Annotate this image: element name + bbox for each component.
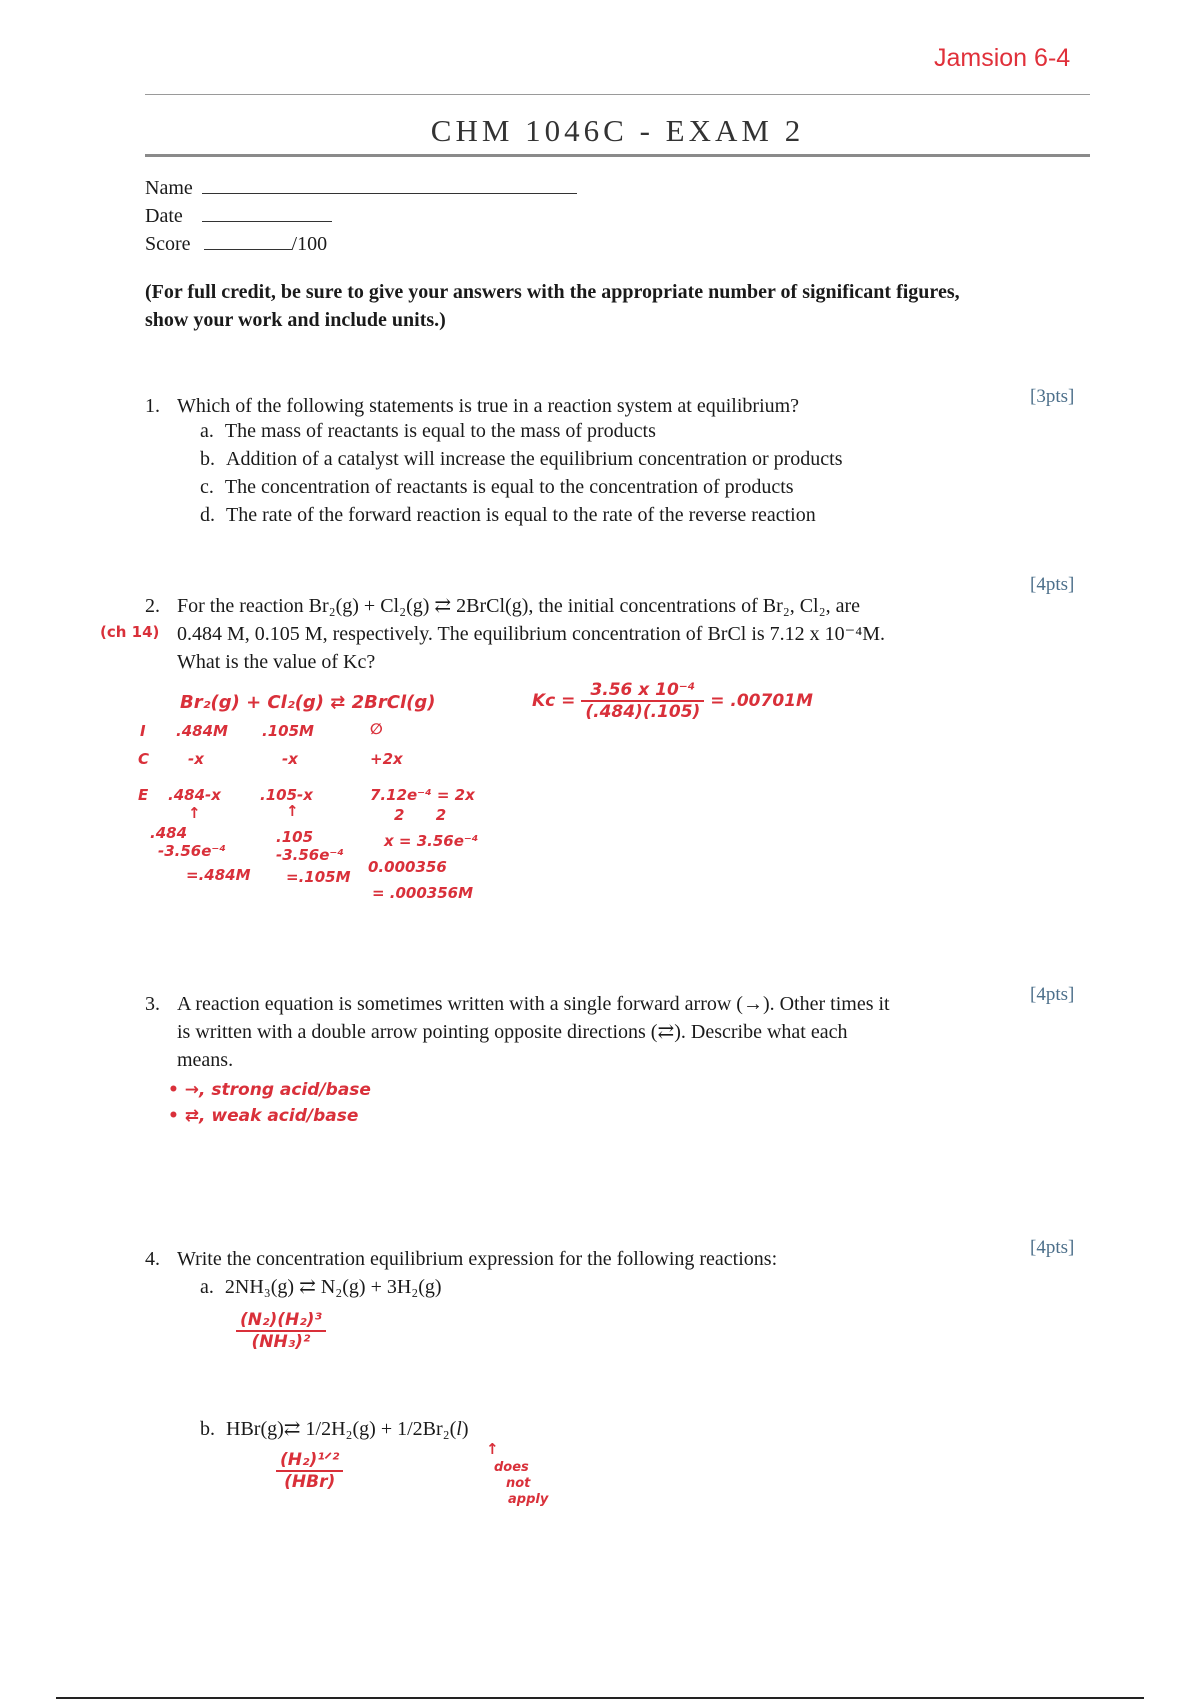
date-blank [202,207,332,222]
q4a-denominator: (NH₃)² [251,1332,311,1352]
q2-points: [4pts] [1030,574,1075,595]
x-value: x = 3.56e⁻⁴ [384,832,479,850]
kc-denominator: (.484)(.105) [585,702,701,722]
top-rule [145,94,1090,95]
cl2-calc-1: .105 [276,828,314,846]
q3-answer-2: • ⇄, weak acid/base [168,1106,359,1126]
q4b-arrow: ↑ [486,1440,499,1458]
ice-i-brcl: ∅ [370,720,383,738]
cl2-arrow: ↑ [286,802,299,820]
ice-c-cl2: -x [282,750,298,768]
score-line [145,233,327,256]
br2-calc-2: -3.56e⁻⁴ [158,842,226,860]
ice-c-brcl: +2x [370,750,403,768]
q1-points: [3pts] [1030,386,1075,407]
x-final: = .000356M [372,884,474,902]
name-blank [202,179,577,194]
instructions: (For full credit, be sure to give your answers with the appropriate number of significant figures, show your work and include units.) [145,281,960,331]
title-rule [145,154,1090,157]
ice-row-e: E [138,786,149,804]
q3-line3: means. [177,1049,234,1071]
q2-margin-note: (ch 14) [100,623,160,641]
name-line [145,177,577,200]
q1-option-c: c. The concentration of reactants is equal to the concentration of products [200,476,794,498]
q3-answer-1: • →, strong acid/base [168,1080,371,1100]
ice-row-c: C [138,750,150,768]
exam-title: CHM 1046C - EXAM 2 [430,113,805,148]
ice-e-cl2: .105-x [260,786,313,804]
q4a-reaction: a. 2NH₃(g) ⇄ N₂(g) + 3H₂(g) [200,1276,442,1298]
name-label: Name [145,177,193,199]
q2-line1: For the reaction Br₂(g) + Cl₂(g) ⇄ 2BrCl(g), the initial concentrations of Br₂, Cl₂, are [177,595,860,617]
q4a-numerator: (N₂)(H₂)³ [236,1310,326,1332]
ice-i-br2: .484M [176,722,228,740]
corner-note: Jamsion 6-4 [934,44,1071,72]
q4b-expression [276,1450,343,1492]
q4b-note-apply: apply [508,1492,549,1507]
kc-numerator: 3.56 x 10⁻⁴ [581,680,704,702]
q2-line2: 0.484 M, 0.105 M, respectively. The equilibrium concentration of BrCl is 7.12 x 10⁻⁴M. [177,623,885,645]
cl2-calc-3: =.105M [286,868,351,886]
q3-points: [4pts] [1030,984,1075,1005]
q2-number: 2. [145,595,160,617]
kc-calculation [532,680,813,722]
ice-row-i: I [140,722,146,740]
q4-text: Write the concentration equilibrium expression for the following reactions: [177,1248,778,1270]
ice-e-brcl: 7.12e⁻⁴ = 2x [370,786,475,804]
q1-option-d: d. The rate of the forward reaction is equal to the rate of the reverse reaction [200,504,816,526]
score-blank [204,235,292,250]
ice-i-cl2: .105M [262,722,314,740]
q4a-expression [236,1310,326,1352]
ice-e-br2: .484-x [168,786,221,804]
date-line [145,205,332,228]
q4b-note-does: does [494,1460,529,1475]
br2-arrow: ↑ [188,804,201,822]
q1-number: 1. [145,395,160,417]
br2-calc-1: .484 [150,824,188,842]
ice-reaction: Br₂(g) + Cl₂(g) ⇄ 2BrCl(g) [180,692,436,713]
bottom-rule [56,1697,1144,1699]
ice-c-br2: -x [188,750,204,768]
kc-fraction [581,680,704,722]
score-total: /100 [291,233,328,255]
score-label: Score [145,233,191,255]
q4-points: [4pts] [1030,1237,1075,1258]
x-decimal: 0.000356 [368,858,447,876]
q4-number: 4. [145,1248,160,1270]
q2-line3: What is the value of Kc? [177,651,376,673]
q4b-numerator: (H₂)¹ᐟ² [276,1450,343,1472]
q1-option-a: a. The mass of reactants is equal to the mass of products [200,420,656,442]
q3-number: 3. [145,993,160,1015]
q3-line2: is written with a double arrow pointing opposite directions (⇄). Describe what each [177,1021,848,1043]
ice-e-brcl-den: 2 2 [394,806,447,824]
q4b-note-not: not [506,1476,531,1491]
date-label: Date [145,205,183,227]
q1-text: Which of the following statements is true in a reaction system at equilibrium? [177,395,800,417]
cl2-calc-2: -3.56e⁻⁴ [276,846,344,864]
q4b-denominator: (HBr) [284,1472,336,1492]
br2-calc-3: =.484M [186,866,251,884]
kc-result: = .00701M [710,691,813,711]
q4b-reaction: b. HBr(g)⇄ 1/2H₂(g) + 1/2Br₂(l) [200,1418,469,1440]
q1-option-b: b. Addition of a catalyst will increase the equilibrium concentration or products [200,448,843,470]
kc-label: Kc = [532,691,576,711]
q3-line1: A reaction equation is sometimes written with a single forward arrow (→). Other times it [177,993,890,1015]
